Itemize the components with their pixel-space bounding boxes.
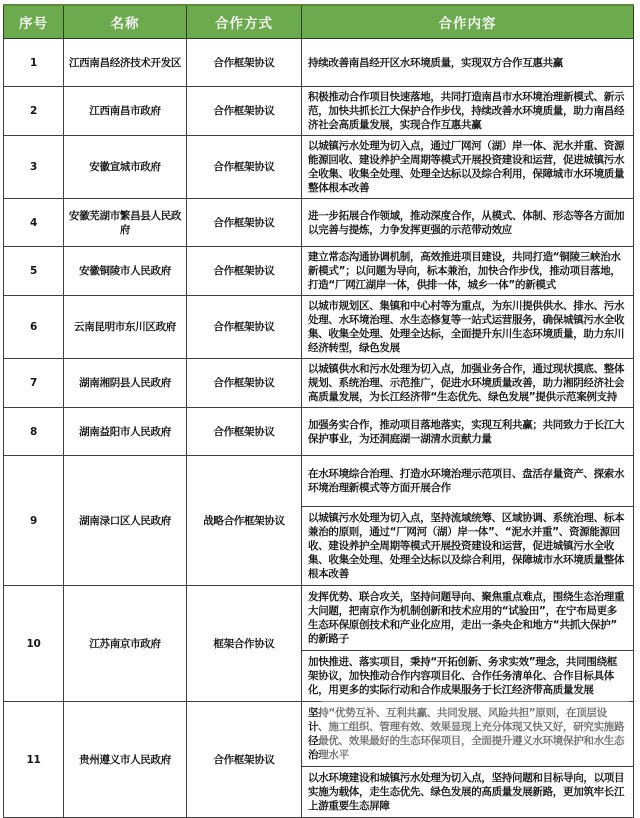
- cell-cooperation-method: 合作框架协议: [187, 87, 302, 136]
- cell-serial-number: 7: [4, 359, 64, 408]
- cell-cooperation-content: 以城镇污水处理为切入点，通过厂网河（湖）岸一体、泥水并重、资源能源回收、建设养护全周期等模式开展投资建设和运营，促进城镇污水全收集、收集全处理、处理全达标以及综合利用，保障城市水环境质量整体根本改善: [302, 136, 634, 199]
- cell-serial-number: 2: [4, 87, 64, 136]
- table-row: [4, 702, 634, 818]
- cell-partner-name: 江西南昌经济技术开发区: [64, 39, 187, 87]
- cell-cooperation-method: 合作框架协议: [187, 39, 302, 87]
- cooperation-table: [3, 4, 634, 818]
- cell-cooperation-method: 合作框架协议: [187, 296, 302, 359]
- content-sub-cell: [302, 702, 633, 766]
- content-sub-cell: [302, 650, 633, 701]
- header-method: 合作方式: [187, 5, 302, 39]
- cell-partner-name: 湖南渌口区人民政府: [64, 456, 187, 586]
- cell-cooperation-content: 建立常态沟通协调机制，高效推进项目建设，共同打造“铜陵三峡治水新模式”；以问题为导向，标本兼治，加快合作步伐，推动项目落地，打造“厂网江湖岸一体，供排一体，城乡一体”的新模式: [302, 247, 634, 296]
- cell-partner-name: 云南昆明市东川区政府: [64, 296, 187, 359]
- cell-cooperation-method: 战略合作框架协议: [187, 456, 302, 586]
- header-row: [4, 5, 634, 39]
- content-sub-cell: [302, 506, 633, 585]
- header-name: 名称: [64, 5, 187, 39]
- cell-cooperation-method: 合作框架协议: [187, 702, 302, 818]
- cell-partner-name: 安徽芜湖市繁昌县人民政府: [64, 199, 187, 247]
- cell-serial-number: 9: [4, 456, 64, 586]
- cell-cooperation-content: 进一步拓展合作领域，推动深度合作，从模式、体制、形态等各方面加以完善与提炼，力争发挥更强的示范带动效应: [302, 199, 634, 247]
- cell-cooperation-content: [302, 586, 634, 702]
- cell-partner-name: 贵州遵义市人民政府: [64, 702, 187, 818]
- table-row: [4, 586, 634, 702]
- table-row: [4, 359, 634, 408]
- table-row: [4, 247, 634, 296]
- table-row: [4, 136, 634, 199]
- content-sub-cell: [302, 456, 633, 506]
- content-text: 以城镇污水处理为切入点，坚持流域统筹、区域协调、系统治理、标本兼治的原则，通过“厂网河（湖）岸一体”、“泥水并重”、资源能源回收、建设养护全周期等模式开展投资建设和运营，促进城镇污水全收集、收集全处理、处理全达标以及综合利用，保障城市水环境质量整体根本改善: [308, 512, 625, 580]
- cell-partner-name: 湖南益阳市人民政府: [64, 408, 187, 456]
- cell-serial-number: 8: [4, 408, 64, 456]
- table-row: [4, 456, 634, 586]
- table-row: [4, 408, 634, 456]
- table-row: [4, 87, 634, 136]
- cell-cooperation-method: 合作框架协议: [187, 199, 302, 247]
- cell-cooperation-content: 以城市规划区、集镇和中心村等为重点，为东川提供供水、排水、污水处理、水环境治理、水生态修复等一站式运营服务，确保城镇污水全收集、收集全处理、处理全达标，全面提升东川生态环境质量，助力东川经济转型，绿色发展: [302, 296, 634, 359]
- cell-partner-name: 安徽宣城市政府: [64, 136, 187, 199]
- cell-partner-name: 江苏南京市政府: [64, 586, 187, 702]
- cell-partner-name: 安徽铜陵市人民政府: [64, 247, 187, 296]
- table-row: [4, 199, 634, 247]
- cell-cooperation-content: 以城镇供水和污水处理为切入点，加强业务合作，通过现状摸底、整体规划、系统治理、示范推广，促进水环境质量改善，助力湘阴经济社会高质量发展，为长江经济带“生态优先、绿色发展”提供示范案例支持: [302, 359, 634, 408]
- content-text: 以水环境建设和城镇污水处理为切入点，坚持问题和目标导向，以项目实施为载体，走生态优先、绿色发展的高质量发展新路，更加筑牢长江上游重要生态屏障: [308, 772, 625, 812]
- cell-serial-number: 3: [4, 136, 64, 199]
- cell-serial-number: 6: [4, 296, 64, 359]
- cell-serial-number: 10: [4, 586, 64, 702]
- header-content: 合作内容: [302, 5, 634, 39]
- cell-cooperation-method: 合作框架协议: [187, 136, 302, 199]
- cell-cooperation-content: 加强务实合作，推动项目落地落实，实现互利共赢；共同致力于长江大保护事业，为还洞庭湖一湖清水贡献力量: [302, 408, 634, 456]
- cell-partner-name: 江西南昌市政府: [64, 87, 187, 136]
- cell-partner-name: 湖南湘阴县人民政府: [64, 359, 187, 408]
- content-sub-cell: [302, 586, 633, 650]
- content-text: 在水环境综合治理、打造水环境治理示范项目、盘活存量资产、探索水环境治理新模式等方面开展合作: [308, 468, 625, 494]
- table-row: [4, 296, 634, 359]
- table-row: [4, 39, 634, 87]
- cell-cooperation-content: [302, 456, 634, 586]
- cell-cooperation-method: 合作框架协议: [187, 408, 302, 456]
- cell-serial-number: 1: [4, 39, 64, 87]
- cell-cooperation-content: 积极推动合作项目快速落地，共同打造南昌市水环境治理新模式、新示范，加快共抓长江大保护合作步伐，持续改善水环境质量，助力南昌经济社会高质量发展，实现合作互惠共赢: [302, 87, 634, 136]
- cell-cooperation-method: 合作框架协议: [187, 247, 302, 296]
- cell-serial-number: 4: [4, 199, 64, 247]
- cell-cooperation-content: 持续改善南昌经开区水环境质量，实现双方合作互惠共赢: [302, 39, 634, 87]
- content-text: 坚持“优势互补、互利共赢、共同发展、风险共担”原则，在顶层设计、施工组织、管理有效、效果显现上充分体现又快又好，研究实施路径最优、效果最好的生态环保项目，全面提升遵义水环境保护和水生态治理水平: [308, 707, 625, 761]
- cell-serial-number: 11: [4, 702, 64, 818]
- content-text: 加快推进、落实项目，秉持“开拓创新、务求实效”理念，共同围绕框架协议，加快推动合作内容项目化、合作任务清单化、合作目标具体化，用更多的实际行动和合作成果服务于长江经济带高质量发展: [308, 656, 618, 696]
- cell-cooperation-content: [302, 702, 634, 818]
- content-text: 发挥优势、联合攻关，坚持问题导向、聚焦重点难点，围绕生态治理重大问题，把南京作为机制创新和技术应用的“试验田”，在宁布局更多生态环保原创技术和产业化应用，走出一条央企和地方“共抓大保护”的新路子: [308, 591, 625, 645]
- cell-serial-number: 5: [4, 247, 64, 296]
- header-no: 序号: [4, 5, 64, 39]
- cell-cooperation-method: 合作框架协议: [187, 359, 302, 408]
- cell-cooperation-method: 框架合作协议: [187, 586, 302, 702]
- content-sub-cell: [302, 766, 633, 817]
